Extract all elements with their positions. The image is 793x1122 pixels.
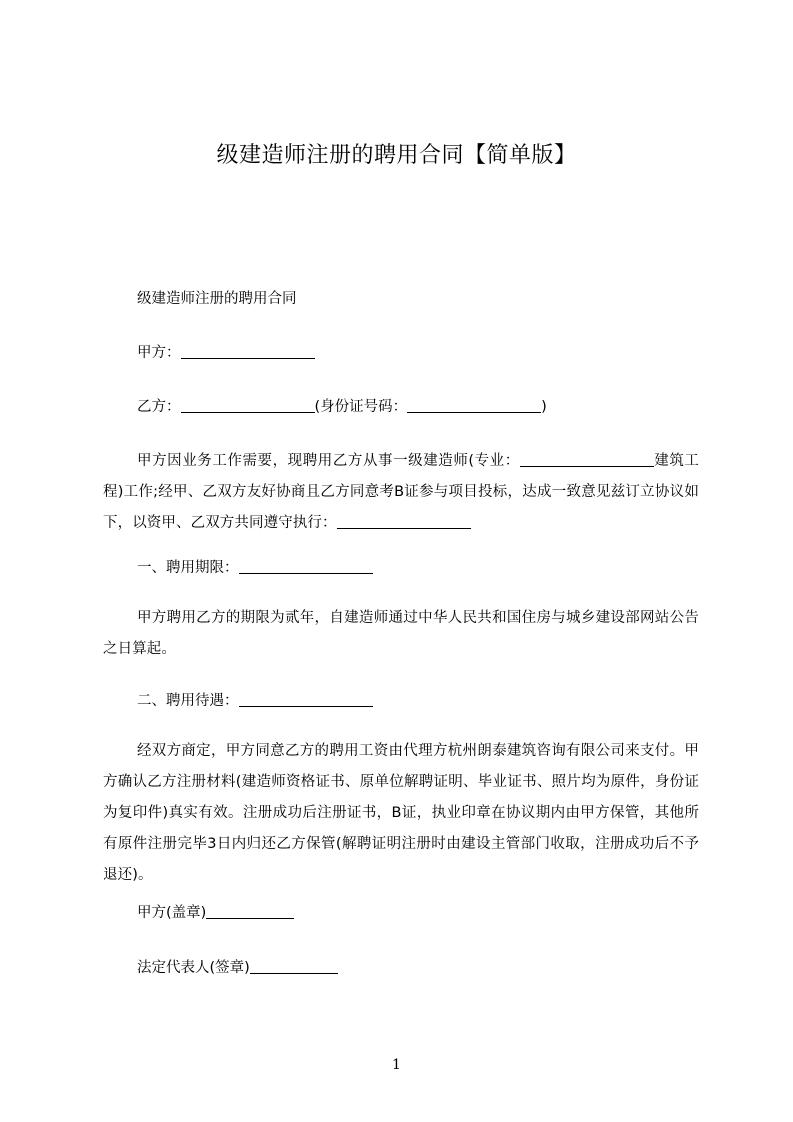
intro-end-blank: [337, 513, 471, 529]
legal-representative-label: 法定代表人(签章): [137, 960, 250, 976]
specialty-blank: [520, 451, 654, 467]
section1-paragraph: 甲方聘用乙方的期限为贰年，自建造师通过中华人民共和国住房与城乡建设部网站公告之日算起。: [103, 610, 699, 657]
section1-label: 一、聘用期限：: [137, 560, 239, 576]
section2-heading: [137, 686, 373, 717]
party-a-seal-blank: [206, 903, 294, 919]
party-a-blank: [181, 343, 315, 359]
page-number: 1: [392, 1057, 401, 1073]
party-b-line: [137, 392, 547, 423]
legal-representative-blank: [250, 958, 338, 974]
party-a-line: [137, 338, 315, 369]
contract-subtitle-text: 级建造师注册的聘用合同: [137, 291, 297, 307]
party-a-seal-label: 甲方(盖章): [137, 905, 207, 921]
document-title: 级建造师注册的聘用合同【简单版】: [216, 143, 577, 168]
intro-paragraph: [103, 446, 699, 539]
intro-text-part2: 建筑工程)工作;经甲、乙双方友好协商且乙方同意考B证参与项目投标，达成一致意见兹订立协议如下，以资甲、乙双方共同遵守执行：: [103, 453, 699, 531]
section2-paragraph: 经双方商定，甲方同意乙方的聘用工资由代理方杭州朗泰建筑咨询有限公司来支付。甲方确认乙方注册材料(建造师资格证书、原单位解聘证明、毕业证书、照片均为原件，身份证为复印件)真实有效。注册成功后注册证书，B证，执业印章在协议期内由甲方保管，其他所有原件注册完毕3日内归还乙方保管(解聘证明注册时由建设主管部门收取，注册成功后不予退还)。: [103, 743, 699, 883]
party-b-id-suffix: ): [541, 399, 547, 415]
legal-representative-line: [137, 953, 338, 984]
party-a-signature-line: [137, 898, 294, 929]
party-a-label: 甲方：: [137, 345, 181, 361]
party-b-id-blank: [407, 397, 541, 413]
section1-blank: [239, 558, 373, 574]
section2-label: 二、聘用待遇：: [137, 693, 239, 709]
party-b-id-prefix: (身份证号码：: [314, 399, 408, 415]
section2-blank: [239, 691, 373, 707]
section1-heading: [137, 553, 373, 584]
contract-subtitle: [137, 284, 297, 315]
party-b-blank: [181, 397, 315, 413]
party-b-label: 乙方：: [137, 399, 181, 415]
intro-text-part1: 甲方因业务工作需要，现聘用乙方从事一级建造师(专业：: [137, 453, 520, 469]
